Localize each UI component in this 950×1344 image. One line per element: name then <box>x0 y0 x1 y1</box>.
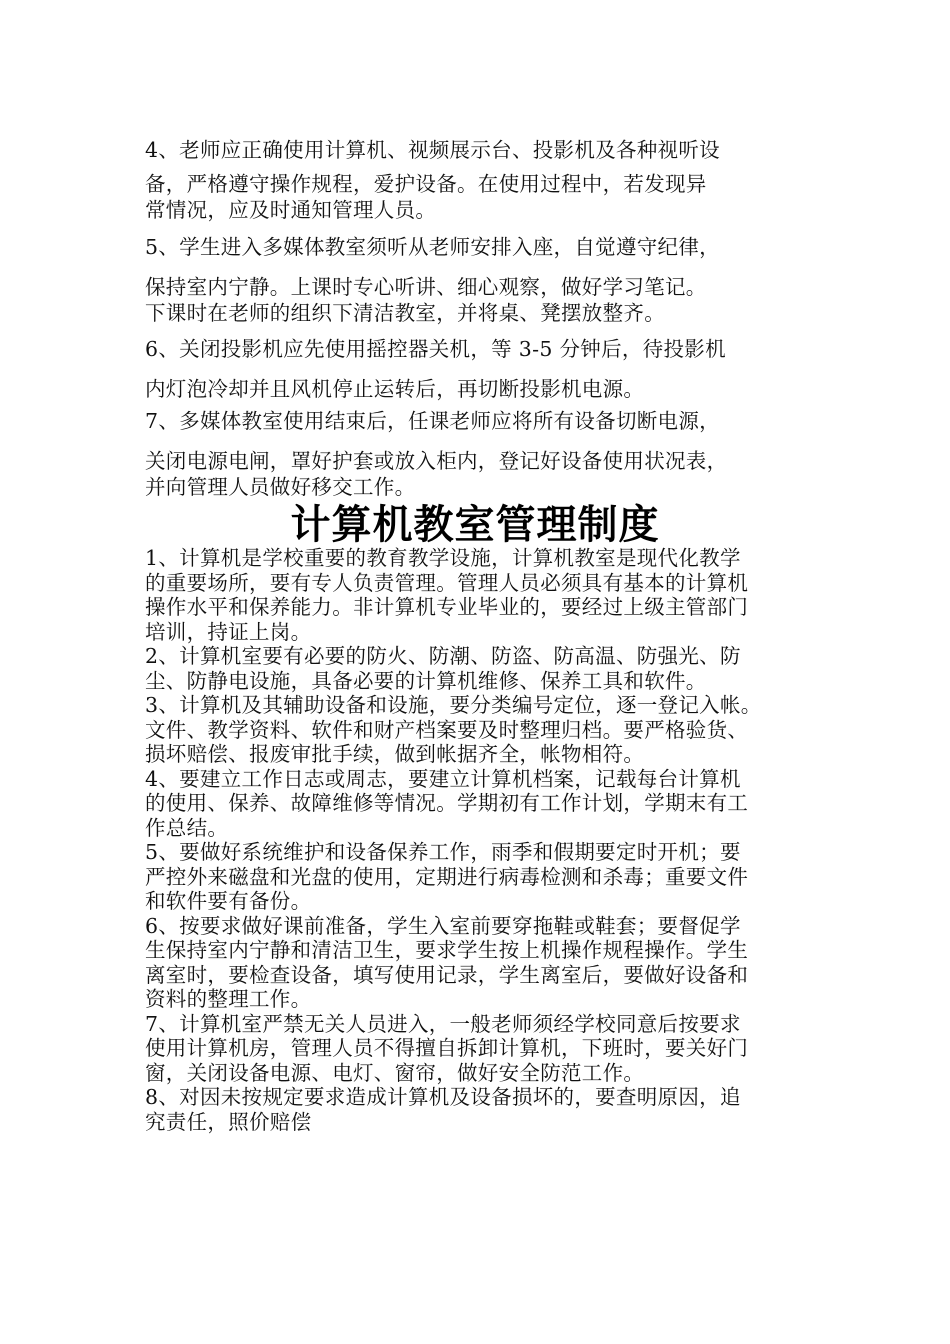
page-title: 计算机教室管理制度 <box>290 502 660 548</box>
rule-line: 5、要做好系统维护和设备保养工作，雨季和假期要定时开机；要 <box>145 840 741 864</box>
rule-line: 使用计算机房，管理人员不得擅自拆卸计算机，下班时，要关好门 <box>145 1036 749 1060</box>
rule-line: 1、计算机是学校重要的教育教学设施，计算机教室是现代化教学 <box>145 546 741 570</box>
rule-line: 离室时，要检查设备，填写使用记录，学生离室后，要做好设备和 <box>145 962 749 987</box>
rule-line: 窗，关闭设备电源、电灯、窗帘，做好安全防范工作。 <box>145 1060 645 1085</box>
rule-line: 的重要场所，要有专人负责管理。管理人员必须具有基本的计算机 <box>145 570 749 595</box>
rule-line: 的使用、保养、故障维修等情况。学期初有工作计划，学期末有工 <box>145 791 749 815</box>
rule-line: 文件、教学资料、软件和财产档案要及时整理归档。要严格验货、 <box>145 717 749 742</box>
rule-line: 和软件要有备份。 <box>145 889 312 913</box>
rule-line: 6、按要求做好课前准备，学生入室前要穿拖鞋或鞋套；要督促学 <box>145 913 741 938</box>
rules-list <box>145 546 835 1134</box>
paragraph-item-5 <box>145 234 835 326</box>
rule-line: 2、计算机室要有必要的防火、防潮、防盗、防高温、防强光、防 <box>145 644 741 668</box>
rule-line: 4、要建立工作日志或周志，要建立计算机档案，记载每台计算机 <box>145 766 741 791</box>
rule-line: 严控外来磁盘和光盘的使用，定期进行病毒检测和杀毒；重要文件 <box>145 864 749 889</box>
text-line: 4、老师应正确使用计算机、视频展示台、投影机及各种视听设 <box>145 138 720 162</box>
rule-line: 损坏赔偿、报废审批手续，做到帐据齐全，帐物相符。 <box>145 742 645 766</box>
paragraph-item-4 <box>145 137 835 223</box>
text-line: 关闭电源电闸，罩好护套或放入柜内，登记好设备使用状况表， <box>145 449 728 473</box>
rule-line: 8、对因未按规定要求造成计算机及设备损坏的，要查明原因，追 <box>145 1085 741 1109</box>
text-line: 下课时在老师的组织下清洁教室，并将桌、凳摆放整齐。 <box>145 301 665 325</box>
text-line: 6、关闭投影机应先使用摇控器关机，等 3-5 分钟后，待投影机 <box>145 337 726 361</box>
text-line: 保持室内宁静。上课时专心听讲、细心观察，做好学习笔记。 <box>145 275 707 299</box>
paragraph-item-6 <box>145 336 835 402</box>
rule-line: 培训，持证上岗。 <box>145 619 312 644</box>
rule-line: 操作水平和保养能力。非计算机专业毕业的，要经过上级主管部门 <box>145 595 749 619</box>
rule-line: 资料的整理工作。 <box>145 987 312 1011</box>
rule-line: 尘、防静电设施，具备必要的计算机维修、保养工具和软件。 <box>145 668 707 693</box>
text-line: 备，严格遵守操作规程，爱护设备。在使用过程中，若发现异 <box>145 172 707 196</box>
rule-line: 作总结。 <box>145 815 229 840</box>
rule-line: 究责任，照价赔偿 <box>145 1109 312 1134</box>
rule-line: 3、计算机及其辅助设备和设施，要分类编号定位，逐一登记入帐。 <box>145 693 762 717</box>
text-line: 5、学生进入多媒体教室须听从老师安排入座，自觉遵守纪律， <box>145 235 720 259</box>
text-line: 常情况，应及时通知管理人员。 <box>145 198 437 222</box>
text-line: 内灯泡冷却并且风机停止运转后，再切断投影机电源。 <box>145 377 645 401</box>
rule-line: 生保持室内宁静和清洁卫生，要求学生按上机操作规程操作。学生 <box>145 938 749 962</box>
text-line: 并向管理人员做好移交工作。 <box>145 475 416 499</box>
text-line: 7、多媒体教室使用结束后，任课老师应将所有设备切断电源， <box>145 409 720 433</box>
rule-line: 7、计算机室严禁无关人员进入，一般老师须经学校同意后按要求 <box>145 1011 741 1036</box>
paragraph-item-7 <box>145 408 835 500</box>
